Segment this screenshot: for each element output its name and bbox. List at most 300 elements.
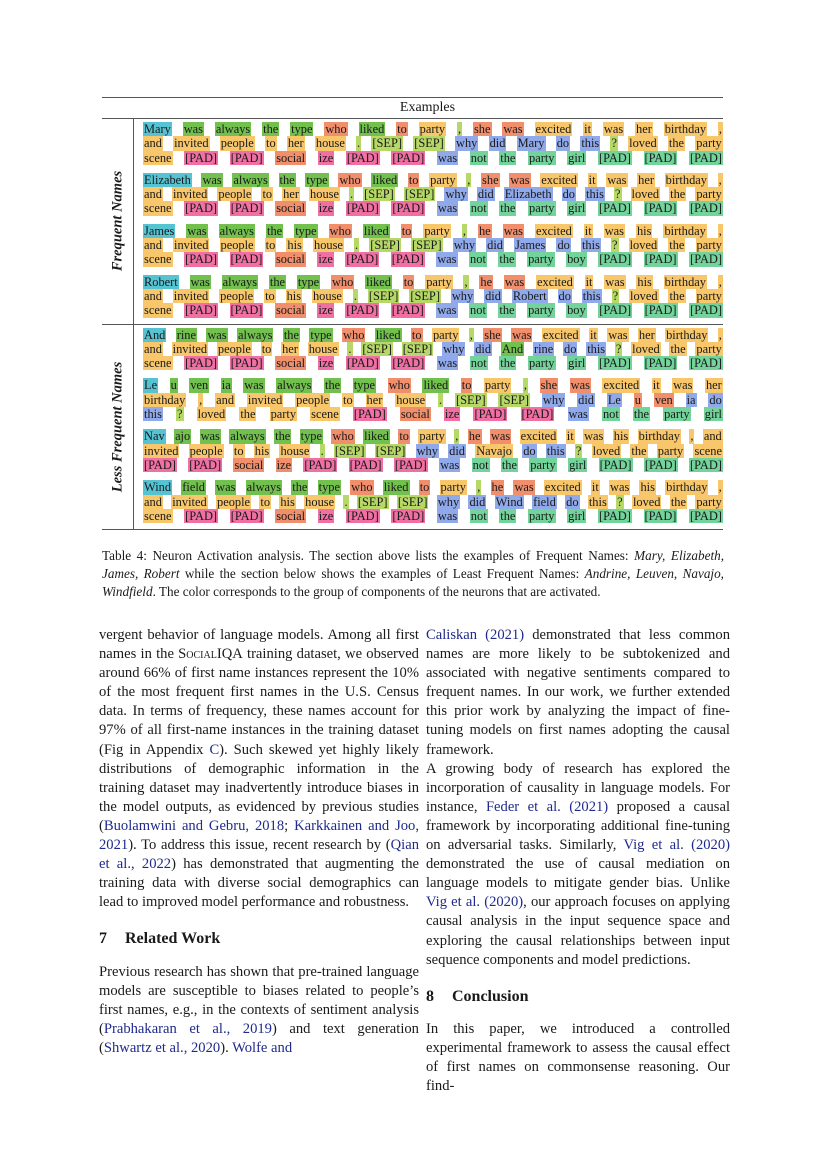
token: who (332, 429, 354, 444)
token: ize (318, 303, 333, 318)
token: social (276, 150, 306, 165)
token: the (240, 407, 256, 422)
token: was (510, 172, 530, 187)
example-block (143, 275, 723, 318)
token: girl (568, 356, 586, 371)
token: house (310, 187, 339, 202)
token-line (143, 187, 723, 201)
token: it (584, 122, 592, 136)
token: liked (372, 172, 398, 187)
token: was (190, 274, 210, 289)
token: party (657, 443, 684, 458)
token: was (437, 252, 457, 267)
token: was (568, 407, 588, 422)
token: [PAD] (598, 150, 631, 165)
token: ven (654, 392, 673, 407)
token: party (419, 122, 446, 136)
token: was (605, 274, 625, 289)
token: invited (173, 288, 209, 303)
token: house (312, 288, 342, 303)
token: And (144, 327, 166, 342)
token: social (276, 508, 306, 523)
token: field (182, 480, 205, 495)
token: [PAD] (346, 356, 379, 371)
token: people (217, 494, 251, 509)
example-block (143, 122, 723, 165)
token: was (503, 223, 523, 238)
token: party (529, 356, 555, 371)
section-label-frequent: Frequent Names (109, 171, 125, 272)
token: why (437, 494, 460, 509)
token: excited (535, 122, 572, 136)
token: was (187, 223, 207, 238)
token: why (456, 136, 478, 151)
token: [PAD] (189, 457, 222, 472)
token: [PAD] (599, 252, 632, 267)
token: was (503, 122, 523, 136)
token: scene (144, 201, 172, 216)
token: u (634, 392, 641, 407)
token: the (669, 238, 685, 253)
citation-link[interactable]: Feder et al. (2021) (485, 798, 609, 815)
token: was (202, 172, 222, 187)
token: , (458, 122, 462, 136)
token: excited (520, 429, 557, 444)
token: her (282, 341, 298, 356)
token: rine (533, 341, 554, 356)
token: this (546, 443, 565, 458)
token: birthday (664, 223, 706, 238)
token: do (556, 136, 570, 151)
token: loved (629, 238, 658, 253)
token-line (143, 458, 723, 472)
citation-link[interactable]: Caliskan (2021) (426, 627, 525, 643)
token: James (144, 223, 175, 238)
token: [PAD] (644, 457, 677, 472)
token: to (408, 172, 419, 187)
token: who (329, 223, 351, 238)
citation-link[interactable]: Qian et al., 2022 (99, 837, 419, 873)
token: was (183, 122, 203, 136)
token: girl (568, 508, 586, 523)
token: she (540, 378, 558, 393)
token: [PAD] (598, 508, 631, 523)
section-heading-conclusion: 8 Conclusion (426, 987, 529, 1005)
token: the (668, 136, 685, 151)
token: the (633, 407, 650, 422)
token: [PAD] (690, 508, 722, 523)
token: ? (615, 187, 621, 202)
token: party (530, 457, 556, 472)
token: not (470, 356, 487, 371)
token: , (462, 223, 466, 238)
token: loved (630, 288, 658, 303)
token: , (718, 122, 722, 136)
token: party (484, 378, 511, 393)
token: party (430, 172, 456, 187)
token: the (670, 494, 686, 509)
token: not (470, 508, 487, 523)
token: party (432, 327, 459, 342)
token: it (588, 172, 596, 187)
token: was (244, 378, 264, 393)
token: party (270, 407, 297, 422)
token: did (487, 238, 503, 253)
examples-less-frequent (134, 325, 723, 530)
token: [PAD] (185, 508, 218, 523)
token: to (266, 136, 276, 151)
token: was (570, 378, 590, 393)
token: to (419, 480, 430, 495)
token: [PAD] (346, 150, 379, 165)
token: [PAD] (392, 150, 425, 165)
token: party (529, 508, 555, 523)
token: [PAD] (349, 457, 382, 472)
token: was (512, 327, 532, 342)
token: [PAD] (474, 407, 507, 422)
token: do (562, 187, 575, 202)
token: [SEP] (397, 494, 428, 509)
section-label-less-frequent: Less Frequent Names (109, 361, 125, 493)
token: this (581, 136, 600, 151)
token: excited (535, 223, 572, 238)
token: scene (144, 356, 172, 371)
token: did (469, 494, 486, 509)
token: was (437, 201, 458, 216)
token: always (230, 429, 265, 444)
token: always (246, 480, 282, 495)
token-line (143, 122, 723, 136)
token: . (344, 494, 348, 509)
token: ajo (175, 429, 191, 444)
token: [PAD] (690, 356, 722, 371)
token: social (275, 252, 305, 267)
token: always (238, 327, 273, 342)
token: , (469, 327, 473, 342)
token: birthday (664, 122, 707, 136)
token: ize (318, 252, 333, 267)
token: invited (172, 494, 207, 509)
token: [PAD] (392, 201, 425, 216)
token: was (200, 429, 220, 444)
token: people (220, 136, 254, 151)
token: did (485, 288, 501, 303)
token: [SEP] (499, 392, 530, 407)
token: [PAD] (185, 150, 218, 165)
token: liked (366, 274, 391, 289)
token: why (416, 443, 438, 458)
token: Le (607, 392, 621, 407)
token: [PAD] (391, 303, 424, 318)
token: he (480, 274, 493, 289)
token: [PAD] (644, 201, 677, 216)
token: Robert (144, 274, 178, 289)
token: the (500, 150, 516, 165)
token: loved (197, 407, 226, 422)
token: loved (632, 341, 660, 356)
token: invited (172, 341, 208, 356)
token: u (170, 378, 177, 393)
section-frequent-names (102, 119, 723, 324)
token: [PAD] (392, 356, 425, 371)
token: was (437, 356, 458, 371)
dataset-name: SocialIQA (178, 646, 243, 663)
token: who (325, 122, 347, 136)
token: the (501, 457, 517, 472)
token: , (464, 274, 468, 289)
token: party (426, 274, 452, 289)
token: his (640, 480, 655, 495)
token: party (424, 223, 450, 238)
token: party (696, 136, 722, 151)
token: invited (144, 443, 179, 458)
left-column (99, 626, 419, 1058)
token: it (584, 223, 592, 238)
token: [PAD] (230, 150, 263, 165)
token: house (315, 136, 345, 151)
citation-link[interactable]: Karkkainen and Joo, 2021 (99, 817, 419, 854)
token: , (199, 392, 203, 407)
token-line (143, 342, 723, 356)
token: he (478, 223, 491, 238)
token: type (295, 223, 317, 238)
token: ize (276, 457, 292, 472)
token: who (351, 480, 373, 495)
token: people (296, 392, 330, 407)
token: party (440, 480, 467, 495)
token: people (220, 238, 254, 253)
token: [PAD] (599, 457, 632, 472)
token: [SEP] (414, 136, 444, 151)
token: liked (363, 223, 389, 238)
token: her (636, 122, 652, 136)
token: Le (144, 378, 158, 393)
token: the (269, 274, 286, 289)
token: , (718, 274, 722, 289)
token: and (144, 341, 162, 356)
token: [PAD] (346, 201, 379, 216)
token: social (400, 407, 430, 422)
token: the (631, 443, 647, 458)
token: ize (318, 150, 334, 165)
token: [PAD] (690, 303, 722, 318)
token: [PAD] (644, 150, 677, 165)
token: liked (383, 480, 409, 495)
token: type (310, 327, 332, 342)
token-line (143, 378, 723, 392)
token: [PAD] (690, 201, 722, 216)
token: excited (541, 172, 577, 187)
token: [PAD] (644, 356, 677, 371)
token: ? (615, 341, 622, 356)
token: why (542, 392, 565, 407)
token: his (286, 288, 302, 303)
citation-link[interactable]: Prabhakaran et al., 2019 (103, 1020, 272, 1037)
token: Navajo (476, 443, 512, 458)
token: his (613, 429, 629, 444)
token: invited (174, 238, 209, 253)
token: it (566, 429, 574, 444)
token: the (325, 378, 341, 393)
token: [PAD] (230, 356, 263, 371)
token-line (143, 429, 723, 443)
token: Wind (495, 494, 523, 509)
paragraph: vergent behavior of language models. Among all first names in the SocialIQA training dataset, we observed around 66% of first name instances represent the 10% of the most frequent first names in the U.S. Census data. In terms of frequency, these names account for 97% of all first-name instances in the training dataset (Fig in Appendix C). Such skewed yet highly likely distributions of demographic information in the training dataset may inadvertently introduce biases in the model outputs, as evidenced by previous studies (Buolamwini and Gebru, 2018; Karkkainen and Joo, 2021). To address this issue, recent research by (Qian et al., 2022) has demonstrated that augmenting the training data with diverse social demographics can lead to improved model performance and robustness. (99, 627, 419, 911)
token: party (696, 238, 722, 253)
token: scene (144, 252, 172, 267)
token: liked (364, 429, 389, 444)
token: scene (144, 150, 172, 165)
token: ? (575, 443, 582, 458)
token: house (314, 238, 343, 253)
token: to (265, 288, 275, 303)
token: , (477, 480, 481, 495)
token: she (482, 172, 499, 187)
token: Robert (512, 288, 547, 303)
token-line (143, 238, 723, 252)
token: was (437, 303, 457, 318)
token: [PAD] (304, 457, 337, 472)
token: . (439, 392, 443, 407)
citation-link[interactable]: Shwartz et al., 2020 (103, 1039, 221, 1056)
token: [PAD] (394, 457, 427, 472)
token: ia (221, 378, 231, 393)
token: social (234, 457, 264, 472)
token: always (222, 274, 258, 289)
token: party (696, 288, 722, 303)
token: type (291, 122, 313, 136)
token: party (419, 429, 445, 444)
token: to (261, 341, 272, 356)
token: party (528, 303, 554, 318)
token: liked (359, 122, 385, 136)
token: [PAD] (230, 252, 263, 267)
token: and (144, 238, 162, 253)
token-line (143, 356, 723, 370)
token: [SEP] (455, 392, 486, 407)
token: this (144, 407, 162, 422)
token: ? (617, 494, 623, 509)
token: [PAD] (598, 201, 631, 216)
token: . (357, 136, 361, 151)
token: house (305, 494, 335, 509)
token: [PAD] (644, 508, 677, 523)
token: type (306, 172, 328, 187)
token: [PAD] (185, 356, 218, 371)
token: [SEP] (404, 187, 435, 202)
token: [PAD] (230, 201, 263, 216)
token: to (403, 274, 414, 289)
token: And (501, 341, 524, 356)
token: do (566, 494, 579, 509)
token: do (523, 443, 536, 458)
appendix-link[interactable]: C (209, 741, 220, 758)
token: type (318, 480, 340, 495)
token: the (292, 480, 308, 495)
token: did (477, 187, 494, 202)
token: James (515, 238, 546, 253)
token: to (411, 327, 422, 342)
token: why (451, 288, 474, 303)
token-line (143, 252, 723, 266)
token: it (585, 274, 593, 289)
token: was (207, 327, 227, 342)
token: and (216, 392, 235, 407)
token: [PAD] (144, 457, 176, 472)
token: party (696, 187, 722, 202)
token: the (283, 327, 299, 342)
token: liked (375, 327, 401, 342)
token: was (440, 457, 460, 472)
token: ize (318, 356, 334, 371)
token: [SEP] (364, 187, 394, 202)
token: ize (318, 508, 334, 523)
token: Elizabeth (144, 172, 191, 187)
token: [SEP] (402, 341, 433, 356)
citation-link[interactable]: Vig et al. (2020) (623, 837, 730, 854)
token: [SEP] (357, 494, 388, 509)
token: and (144, 288, 162, 303)
citation-link[interactable]: Vig et al. (2020) (426, 894, 524, 911)
citation-link[interactable]: Wolfe and (232, 1039, 293, 1056)
token: not (470, 303, 486, 318)
token: , (455, 429, 459, 444)
token: Wind (144, 480, 172, 495)
example-block (143, 378, 723, 421)
citation-link[interactable]: Buolamwini and Gebru, 2018 (103, 817, 285, 834)
token: not (470, 201, 487, 216)
token: the (669, 288, 685, 303)
example-block (143, 328, 723, 371)
token: it (652, 378, 660, 393)
token-line (143, 328, 723, 342)
token: her (366, 392, 383, 407)
token-line (143, 201, 723, 215)
token: invited (174, 136, 209, 151)
token: always (219, 223, 255, 238)
token: [SEP] (362, 341, 392, 356)
token: his (254, 443, 270, 458)
token: [SEP] (372, 136, 402, 151)
token: to (265, 238, 276, 253)
token: why (445, 187, 467, 202)
token: the (500, 201, 516, 216)
token: . (348, 341, 352, 356)
token: not (472, 457, 489, 472)
token: did (489, 136, 506, 151)
token: scene (144, 508, 172, 523)
token: [PAD] (644, 252, 677, 267)
token: party (696, 494, 722, 509)
token: was (584, 429, 604, 444)
token: excited (542, 327, 579, 342)
token: and (144, 494, 162, 509)
token-line (143, 480, 723, 494)
token: birthday (144, 392, 186, 407)
token: was (607, 172, 627, 187)
token-line (143, 275, 723, 289)
token: his (637, 274, 652, 289)
token: , (718, 480, 722, 495)
token: to (262, 187, 273, 202)
token: she (473, 122, 491, 136)
token: [SEP] (375, 443, 406, 458)
token: was (604, 223, 624, 238)
token: social (275, 303, 305, 318)
token: the (499, 252, 515, 267)
token: was (216, 480, 236, 495)
token: to (260, 494, 271, 509)
